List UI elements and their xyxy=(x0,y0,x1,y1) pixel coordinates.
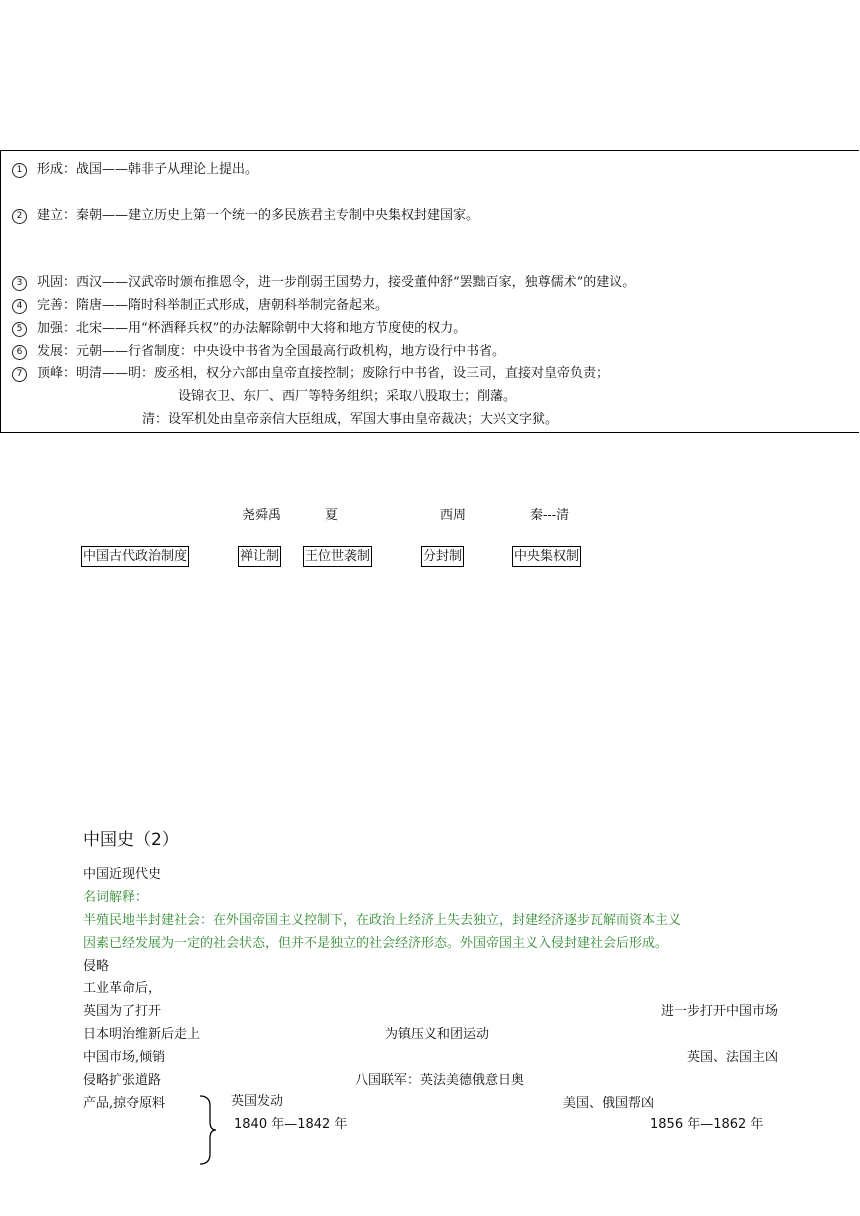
item-text: 建立：秦朝——建立历史上第一个统一的多民族君主专制中央集权封建国家。 xyxy=(37,208,480,223)
circled-number: 4 xyxy=(12,299,27,314)
circled-number: 3 xyxy=(12,276,27,291)
war-actor: 英国发动 xyxy=(231,1094,284,1109)
list-item xyxy=(12,204,479,224)
list-item xyxy=(12,340,505,360)
left-text: 侵略 xyxy=(83,959,110,974)
item-text: 完善：隋唐——隋时科举制正式形成，唐朝科举制完备起来。 xyxy=(37,298,389,313)
system-box: 禅让制 xyxy=(238,546,281,567)
left-text: 产品,掠夺原料 xyxy=(83,1096,166,1111)
circled-number: 2 xyxy=(12,209,27,224)
right-text: 进一步打开中国市场 xyxy=(660,1004,778,1019)
era-label: 西周 xyxy=(440,508,467,523)
item-text: 加强：北宋——用“杯酒释兵权”的办法解除朝中大将和地方节度使的权力。 xyxy=(37,321,467,336)
circled-number: 6 xyxy=(12,345,27,360)
mid-text: 为镇压义和团运动 xyxy=(385,1027,490,1042)
left-text: 侵略扩张道路 xyxy=(83,1073,162,1088)
circled-number: 1 xyxy=(12,163,27,178)
term-definition-line: 半殖民地半封建社会：在外国帝国主义控制下，在政治上经济上失去独立，封建经济逐步瓦解而资本主义 xyxy=(83,913,682,928)
term-heading: 名词解释： xyxy=(83,890,149,905)
subtitle: 中国近现代史 xyxy=(83,867,162,882)
era-label: 尧舜禹 xyxy=(242,508,282,523)
system-box: 王位世袭制 xyxy=(303,546,372,567)
item-text: 发展：元朝——行省制度：中央设中书省为全国最高行政机构，地方设行中书省。 xyxy=(37,344,506,359)
era-label: 秦---清 xyxy=(530,508,570,523)
list-item xyxy=(12,362,609,382)
right-text: 美国、俄国帮凶 xyxy=(563,1096,655,1111)
system-box: 中央集权制 xyxy=(512,546,581,567)
section-title: 中国史（2） xyxy=(83,830,179,850)
circled-number: 5 xyxy=(12,322,27,337)
left-text: 日本明治维新后走上 xyxy=(83,1027,201,1042)
item-text: 顶峰：明清——明：废丞相，权分六部由皇帝直接控制；废除行中书省，设三司，直接对皇帝负责； xyxy=(37,366,610,381)
term-definition-line: 因素已经发展为一定的社会状态，但并不是独立的社会经济形态。外国帝国主义入侵封建社会后形成。 xyxy=(83,936,669,951)
left-text: 工业革命后， xyxy=(83,981,162,996)
continuation-line: 清：设军机处由皇帝亲信大臣组成，军国大事由皇帝裁决；大兴文字狱。 xyxy=(142,412,559,427)
list-item xyxy=(12,317,466,337)
item-text: 形成：战国——韩非子从理论上提出。 xyxy=(37,162,259,177)
mid-text: 八国联军：英法美德俄意日奥 xyxy=(355,1073,525,1088)
circled-number: 7 xyxy=(12,367,27,382)
system-box: 分封制 xyxy=(421,546,464,567)
curly-brace-icon xyxy=(196,1094,218,1166)
left-text: 英国为了打开 xyxy=(83,1004,162,1019)
continuation-line: 设锦衣卫、东厂、西厂等特务组织；采取八股取士；削藩。 xyxy=(178,389,517,404)
left-text: 中国市场,倾销 xyxy=(83,1050,166,1065)
war-years: 1856 年—1862 年 xyxy=(650,1117,764,1132)
right-text: 英国、法国主凶 xyxy=(686,1050,778,1065)
system-box: 中国古代政治制度 xyxy=(81,546,189,567)
list-item xyxy=(12,271,635,291)
item-text: 巩固：西汉——汉武帝时颁布推恩令，进一步削弱王国势力，接受董仲舒“罢黜百家，独尊儒术”的建议。 xyxy=(37,275,636,290)
war-years: 1840 年—1842 年 xyxy=(234,1117,348,1132)
list-item xyxy=(12,294,388,314)
era-label: 夏 xyxy=(325,508,339,523)
list-item xyxy=(12,158,258,178)
